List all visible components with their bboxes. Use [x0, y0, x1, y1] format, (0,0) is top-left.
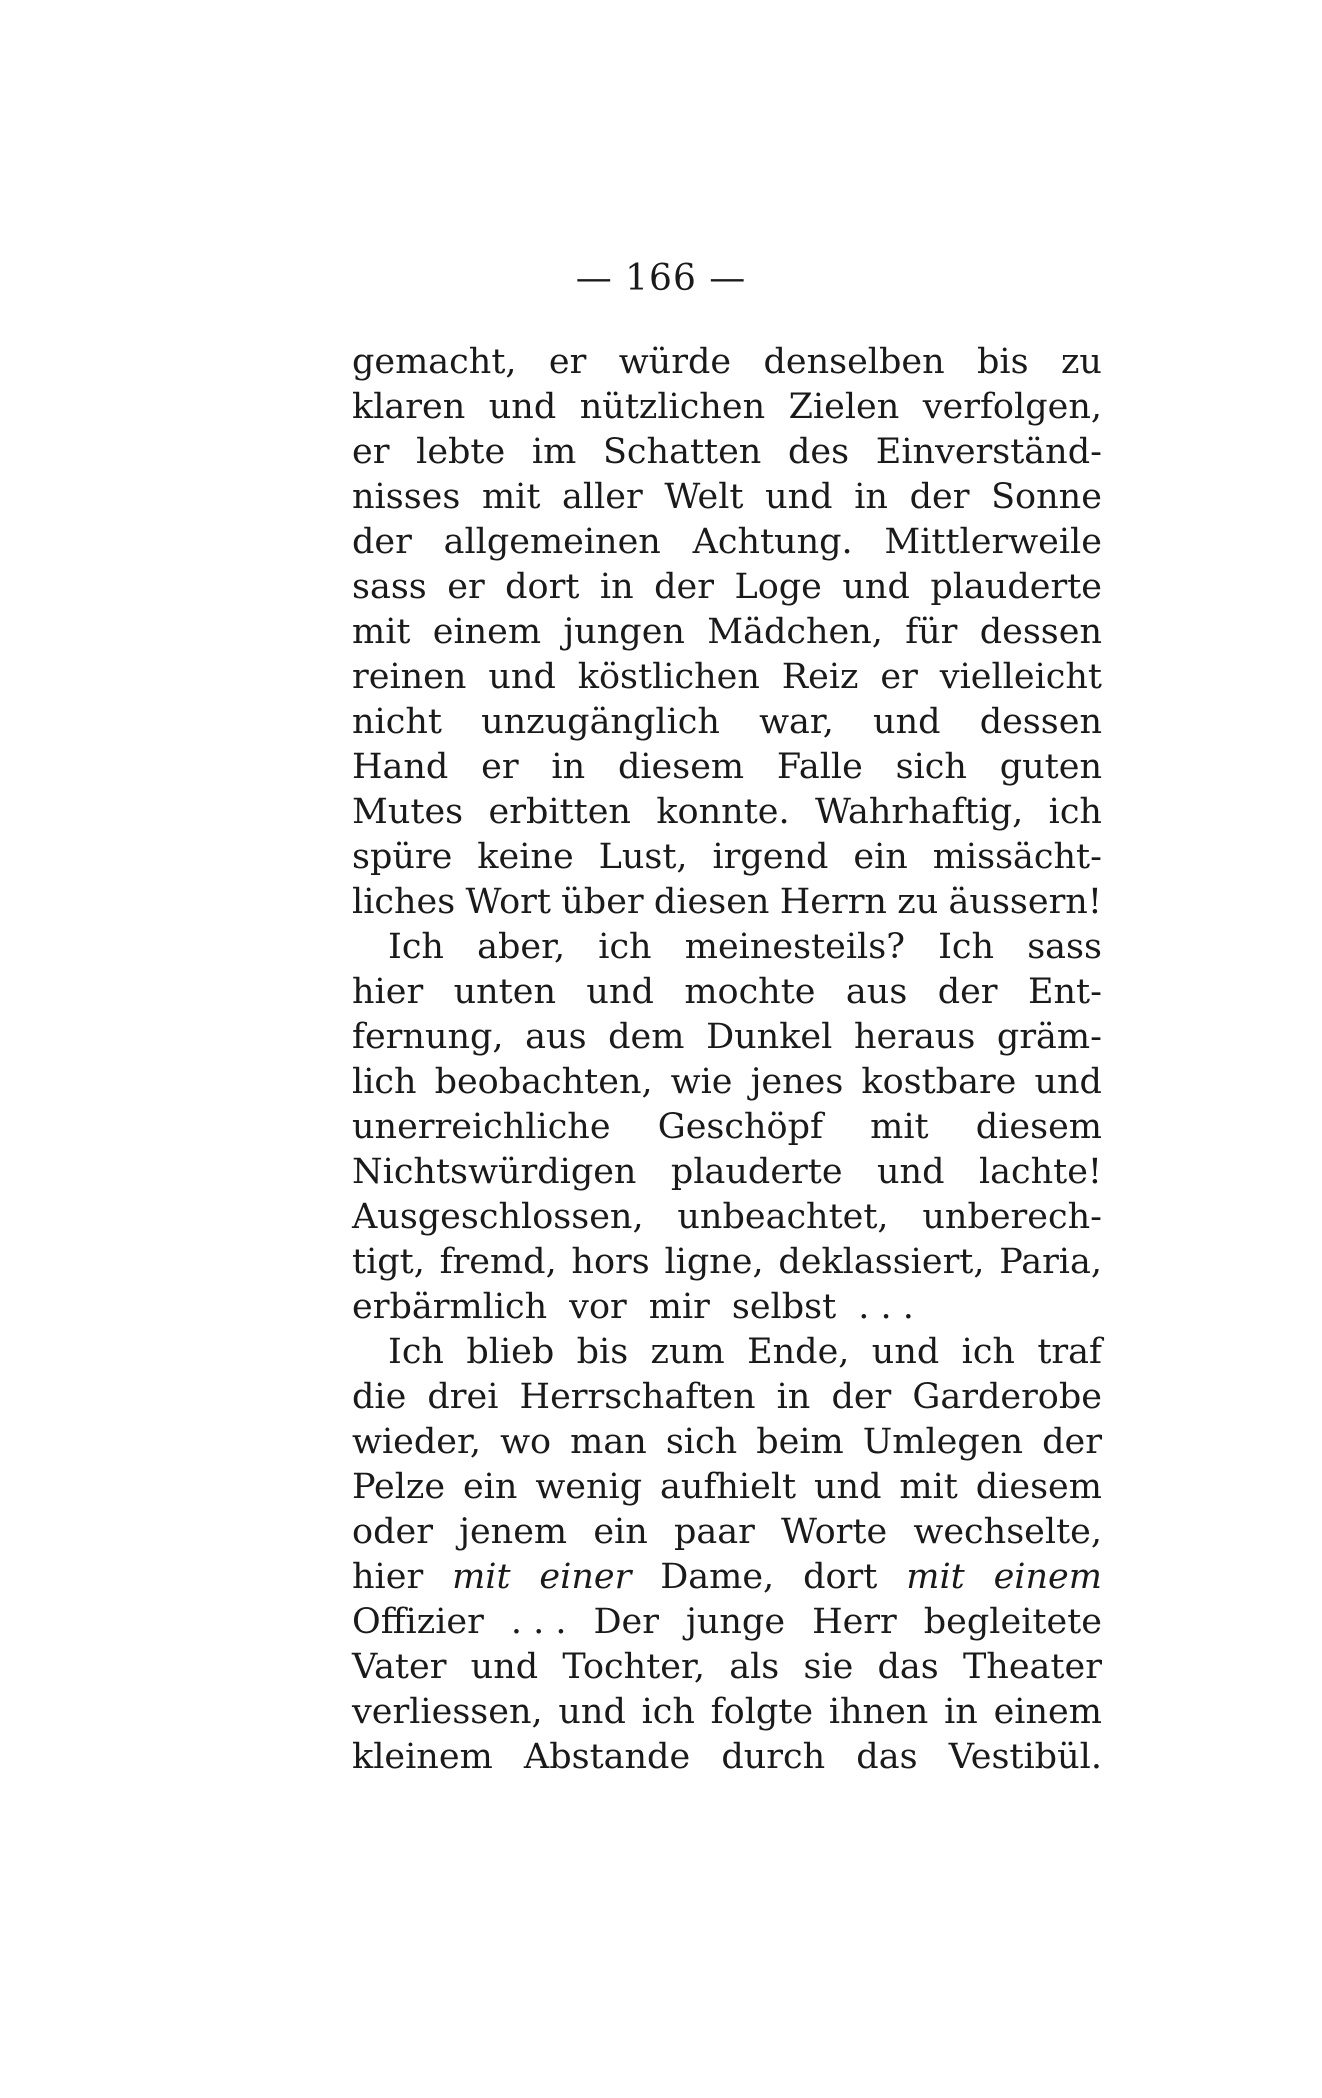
word: vor	[569, 1287, 627, 1327]
word: fremd,	[439, 1242, 557, 1282]
word: sass	[1027, 927, 1102, 967]
word: tigt,	[352, 1242, 425, 1282]
word: zu	[897, 882, 939, 922]
word: fernung,	[352, 1017, 504, 1057]
word: Worte	[781, 1512, 888, 1552]
word: oder	[352, 1512, 433, 1552]
text-line	[352, 1375, 1102, 1420]
word: und	[814, 1467, 882, 1507]
word: klaren	[352, 387, 466, 427]
word: Ich	[388, 927, 444, 967]
text-line	[352, 700, 1102, 745]
word: einem	[432, 612, 542, 652]
word: aber,	[477, 927, 566, 967]
word: der	[909, 477, 970, 517]
word: und	[488, 657, 556, 697]
word: unzugänglich	[481, 702, 720, 742]
word: wo	[500, 1422, 552, 1462]
word: dort	[505, 567, 580, 607]
word: mit	[452, 1557, 511, 1597]
word: er	[880, 657, 918, 697]
word: drei	[427, 1377, 499, 1417]
word: Ausgeschlossen,	[352, 1197, 644, 1237]
word: ich	[1048, 792, 1102, 832]
word: Nichtswürdigen	[352, 1152, 637, 1192]
word: köstlichen	[577, 657, 760, 697]
word: ligne,	[664, 1242, 764, 1282]
word: Lust,	[598, 837, 688, 877]
word: aus	[525, 1017, 587, 1057]
word: Ich	[938, 927, 995, 967]
word: er	[447, 567, 485, 607]
word: sich	[665, 1422, 738, 1462]
text-line	[352, 1060, 1102, 1105]
word: guten	[999, 747, 1102, 787]
text-line	[352, 880, 1102, 925]
word: vielleicht	[939, 657, 1102, 697]
word: diesem	[975, 1467, 1102, 1507]
word: bis	[576, 1332, 629, 1372]
word: diesem	[975, 1107, 1102, 1147]
word: hier	[352, 1557, 424, 1597]
word: in	[599, 567, 634, 607]
text-line	[352, 1465, 1102, 1510]
word: Falle	[776, 747, 863, 787]
word: paar	[673, 1512, 755, 1552]
text-line	[352, 1735, 1102, 1780]
word: in	[551, 747, 586, 787]
word: jenes	[750, 1062, 844, 1102]
word: dort	[803, 1557, 878, 1597]
word: Wahrhaftig,	[815, 792, 1024, 832]
word: ich	[961, 1332, 1015, 1372]
text-line	[352, 1420, 1102, 1465]
word: Sonne	[991, 477, 1102, 517]
word: Paria,	[999, 1242, 1102, 1282]
word: dem	[608, 1017, 685, 1057]
word: Umlegen	[862, 1422, 1024, 1462]
word: liches	[352, 882, 456, 922]
word: nicht	[352, 702, 442, 742]
word: . . .	[858, 1287, 914, 1327]
word: heraus	[853, 1017, 976, 1057]
word: war,	[759, 702, 834, 742]
word: diesem	[617, 747, 745, 787]
word: hier	[352, 972, 424, 1012]
text-line	[352, 1555, 1102, 1600]
word: Dame,	[660, 1557, 775, 1597]
word: unbeachtet,	[677, 1197, 889, 1237]
text-line	[352, 1150, 1102, 1195]
word: wieder,	[352, 1422, 481, 1462]
word: Vater	[352, 1647, 447, 1687]
word: diesen	[653, 882, 770, 922]
word: plauderte	[670, 1152, 843, 1192]
word: verliessen,	[352, 1692, 543, 1732]
word: folgte	[710, 1692, 814, 1732]
word: aller	[562, 477, 643, 517]
word: mit	[870, 1107, 929, 1147]
word: er	[548, 342, 587, 382]
word: Garderobe	[912, 1377, 1102, 1417]
word: junge	[686, 1602, 786, 1642]
word: äussern!	[948, 882, 1102, 922]
text-line	[352, 970, 1102, 1015]
word: im	[531, 432, 577, 472]
page-number: — 166 —	[575, 258, 747, 299]
word: Einverständ-	[875, 432, 1102, 472]
word: mit	[481, 477, 541, 517]
word: und	[765, 477, 833, 517]
word: über	[561, 882, 644, 922]
word: denselben	[763, 342, 945, 382]
word: nisses	[352, 477, 461, 517]
word: er	[352, 432, 390, 472]
text-line	[352, 790, 1102, 835]
word: und	[586, 972, 654, 1012]
text-line	[352, 1510, 1102, 1555]
word: Loge	[734, 567, 822, 607]
word: Tochter,	[562, 1647, 705, 1687]
word: zu	[1060, 342, 1102, 382]
word: der	[352, 522, 412, 562]
word: erbärmlich	[352, 1287, 548, 1327]
word: Geschöpf	[657, 1107, 823, 1147]
word: er	[481, 747, 519, 787]
word: und	[842, 567, 910, 607]
word: sie	[803, 1647, 854, 1687]
word: Ent-	[1027, 972, 1102, 1012]
word: traf	[1037, 1332, 1102, 1372]
text-line	[352, 1600, 1102, 1645]
word: durch	[721, 1737, 826, 1777]
word: die	[352, 1377, 407, 1417]
word: Hand	[352, 747, 449, 787]
text-line	[352, 1240, 1102, 1285]
word: plauderte	[930, 567, 1102, 607]
word: mit	[906, 1557, 965, 1597]
text-line	[352, 925, 1102, 970]
text-line	[352, 1330, 1102, 1375]
word: begleitete	[923, 1602, 1102, 1642]
text-line	[352, 430, 1102, 475]
word: in	[776, 1377, 811, 1417]
word: . . .	[510, 1602, 567, 1642]
text-line	[352, 745, 1102, 790]
word: Herrn	[779, 882, 887, 922]
word: der	[831, 1377, 892, 1417]
word: allgemeinen	[443, 522, 661, 562]
text-line	[352, 340, 1102, 385]
word: Abstande	[523, 1737, 691, 1777]
word: Ende,	[747, 1332, 850, 1372]
word: irgend	[712, 837, 829, 877]
word: konnte.	[656, 792, 790, 832]
word: gräm-	[996, 1017, 1102, 1057]
text-line	[352, 610, 1102, 655]
text-line	[352, 1645, 1102, 1690]
word: Theater	[962, 1647, 1102, 1687]
word: man	[570, 1422, 647, 1462]
text-line	[352, 1285, 1102, 1330]
word: und	[873, 702, 941, 742]
word: und	[877, 1152, 945, 1192]
word: Mittlerweile	[884, 522, 1102, 562]
word: kleinem	[352, 1737, 493, 1777]
word: in	[944, 1692, 978, 1732]
word: Herr	[812, 1602, 897, 1642]
word: dessen	[979, 702, 1102, 742]
text-line	[352, 1195, 1102, 1240]
text-line	[352, 475, 1102, 520]
text-line	[352, 1015, 1102, 1060]
text-line	[352, 1105, 1102, 1150]
word: lachte!	[978, 1152, 1102, 1192]
word: mir	[648, 1287, 710, 1327]
word: blieb	[466, 1332, 555, 1372]
word: aus	[845, 972, 908, 1012]
word: Mädchen,	[707, 612, 883, 652]
word: selbst	[731, 1287, 837, 1327]
word: sich	[895, 747, 967, 787]
word: lebte	[416, 432, 506, 472]
word: jungen	[563, 612, 685, 652]
word: jenem	[459, 1512, 568, 1552]
word: unten	[453, 972, 556, 1012]
word: und	[558, 1692, 626, 1732]
word: ihnen	[828, 1692, 929, 1732]
word: verfolgen,	[922, 387, 1102, 427]
body-text	[352, 340, 1102, 1780]
text-line	[352, 565, 1102, 610]
word: als	[729, 1647, 780, 1687]
word: mochte	[684, 972, 816, 1012]
word: ein	[853, 837, 908, 877]
word: Pelze	[352, 1467, 446, 1507]
word: für	[905, 612, 958, 652]
word: ich	[598, 927, 652, 967]
word: einem	[993, 1692, 1102, 1732]
word: bis	[977, 342, 1029, 382]
word: Dunkel	[706, 1017, 833, 1057]
word: reinen	[352, 657, 467, 697]
word: und	[488, 387, 557, 427]
word: des	[788, 432, 850, 472]
word: beim	[756, 1422, 844, 1462]
word: wechselte,	[913, 1512, 1102, 1552]
word: der	[654, 567, 714, 607]
word: wie	[670, 1062, 733, 1102]
word: keine	[477, 837, 574, 877]
word: lich	[352, 1062, 417, 1102]
word: einem	[993, 1557, 1102, 1597]
word: der	[1042, 1422, 1102, 1462]
word: hors	[571, 1242, 650, 1282]
word: ein	[593, 1512, 648, 1552]
word: der	[937, 972, 998, 1012]
word: Achtung.	[692, 522, 853, 562]
word: dessen	[979, 612, 1102, 652]
word: gemacht,	[352, 342, 517, 382]
word: mit	[899, 1467, 958, 1507]
word: Ich	[388, 1332, 444, 1372]
word: Welt	[664, 477, 744, 517]
text-line	[352, 655, 1102, 700]
text-line	[352, 520, 1102, 565]
word: Reiz	[781, 657, 859, 697]
word: nützlichen	[579, 387, 766, 427]
word: Schatten	[602, 432, 762, 472]
word: deklassiert,	[778, 1242, 985, 1282]
word: in	[854, 477, 888, 517]
word: einer	[539, 1557, 632, 1597]
word: unberech-	[922, 1197, 1102, 1237]
text-line	[352, 835, 1102, 880]
word: das	[877, 1647, 939, 1687]
word: wenig	[535, 1467, 643, 1507]
word: sass	[352, 567, 427, 607]
word: würde	[618, 342, 732, 382]
word: zum	[650, 1332, 725, 1372]
word: meinesteils?	[684, 927, 905, 967]
word: und	[470, 1647, 539, 1687]
word: Mutes	[352, 792, 464, 832]
word: das	[856, 1737, 918, 1777]
word: Herrschaften	[519, 1377, 756, 1417]
word: ich	[641, 1692, 695, 1732]
word: ein	[462, 1467, 518, 1507]
text-line	[352, 1690, 1102, 1735]
text-line	[352, 385, 1102, 430]
word: und	[871, 1332, 940, 1372]
word: spüre	[352, 837, 453, 877]
word: mit	[352, 612, 411, 652]
word: und	[1034, 1062, 1102, 1102]
word: aufhielt	[660, 1467, 797, 1507]
word: unerreichliche	[352, 1107, 611, 1147]
word: beobachten,	[434, 1062, 653, 1102]
word: Der	[593, 1602, 659, 1642]
word: Wort	[465, 882, 551, 922]
word: kostbare	[861, 1062, 1017, 1102]
word: Offizier	[352, 1602, 484, 1642]
word: erbitten	[488, 792, 631, 832]
word: Zielen	[788, 387, 900, 427]
word: Vestibül.	[948, 1737, 1102, 1777]
word: missächt-	[932, 837, 1102, 877]
